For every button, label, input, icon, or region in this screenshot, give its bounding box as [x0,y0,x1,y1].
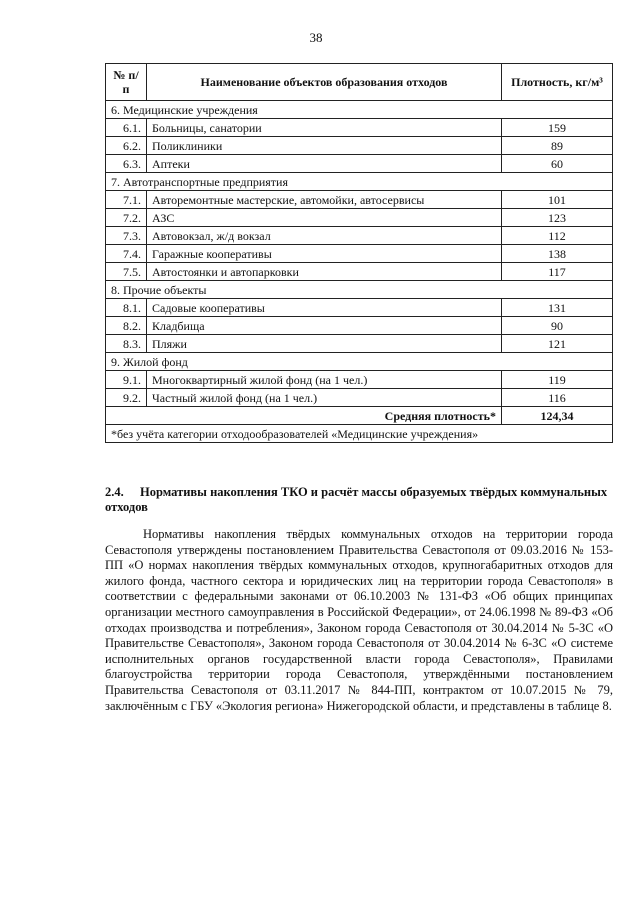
row-name: Гаражные кооперативы [147,245,502,263]
average-value: 124,34 [502,407,613,425]
row-value: 112 [502,227,613,245]
density-table [105,63,613,443]
table-row [106,119,613,137]
row-name: Частный жилой фонд (на 1 чел.) [147,389,502,407]
table-row [106,389,613,407]
section-title: 7. Автотранспортные предприятия [106,173,613,191]
row-value: 90 [502,317,613,335]
section-row [106,281,613,299]
section-row [106,173,613,191]
row-name: Автостоянки и автопарковки [147,263,502,281]
table-row [106,245,613,263]
row-num: 7.4. [106,245,147,263]
row-name: Авторемонтные мастерские, автомойки, автосервисы [147,191,502,209]
table-row [106,137,613,155]
table-row [106,227,613,245]
section-title: 8. Прочие объекты [106,281,613,299]
row-value: 121 [502,335,613,353]
row-name: Поликлиники [147,137,502,155]
row-name: Многоквартирный жилой фонд (на 1 чел.) [147,371,502,389]
section-row [106,353,613,371]
row-num: 9.1. [106,371,147,389]
row-num: 7.5. [106,263,147,281]
table-row [106,335,613,353]
average-row [106,407,613,425]
row-num: 7.2. [106,209,147,227]
section-number: 2.4. [105,485,124,499]
table-row [106,209,613,227]
row-value: 117 [502,263,613,281]
section-title-text: Нормативы накопления ТКО и расчёт массы образуемых твёрдых коммунальных отходов [105,485,608,514]
table-footnote: *без учёта категории отходообразователей «Медицинские учреждения» [106,425,613,443]
row-name: Больницы, санатории [147,119,502,137]
row-num: 6.2. [106,137,147,155]
row-name: АЗС [147,209,502,227]
row-num: 8.3. [106,335,147,353]
section-title: 6. Медицинские учреждения [106,101,613,119]
body-paragraph: Нормативы накопления твёрдых коммунальных отходов на территории города Севастополя утверждены постановлением Правительства Севастополя от 09.03.2016 № 153-ПП «О нормах накопления твёрдых коммунальных отходов, крупногабаритных отходов для жилого фонда, частного сектора и юридических лиц на территории города Севастополя» в соответствии с федеральными законами от 06.10.2003 № 131-ФЗ «Об общих принципах организации местного самоуправления в Российской Федерации», от 24.06.1998 № 89-ФЗ «Об отходах производства и потребления», Законом города Севастополя от 30.04.2014 № 5-ЗС «О Правительстве Севастополя», Законом города Севастополя от 30.04.2014 № 6-ЗС «О системе исполнительных органов государственной власти города Севастополя», Правилами благоустройства территории города Севастополя, утверждёнными постановлением Правительства Севастополя от 03.11.2017 № 844-ПП, контрактом от 10.07.2015 № 79, заключённым с ГБУ «Экология региона» Нижегородской области, и представлены в таблице 8. [105,527,613,713]
row-name: Автовокзал, ж/д вокзал [147,227,502,245]
row-name: Пляжи [147,335,502,353]
row-num: 8.2. [106,317,147,335]
table-row [106,317,613,335]
row-num: 7.3. [106,227,147,245]
header-density: Плотность, кг/м³ [502,64,613,101]
table-row [106,155,613,173]
row-value: 159 [502,119,613,137]
row-num: 6.1. [106,119,147,137]
header-num: № п/п [106,64,147,101]
row-value: 101 [502,191,613,209]
row-value: 131 [502,299,613,317]
row-value: 60 [502,155,613,173]
row-name: Садовые кооперативы [147,299,502,317]
row-value: 119 [502,371,613,389]
average-label: Средняя плотность* [106,407,502,425]
header-name: Наименование объектов образования отходов [147,64,502,101]
row-name: Кладбища [147,317,502,335]
table-row [106,263,613,281]
section-row [106,101,613,119]
row-num: 9.2. [106,389,147,407]
page-number: 38 [309,30,323,45]
table-header-row [106,64,613,101]
row-num: 8.1. [106,299,147,317]
row-num: 7.1. [106,191,147,209]
footnote-row [106,425,613,443]
row-value: 123 [502,209,613,227]
section-heading [105,485,613,515]
table-row [106,371,613,389]
row-value: 89 [502,137,613,155]
table-row [106,299,613,317]
row-value: 116 [502,389,613,407]
row-name: Аптеки [147,155,502,173]
table-row [106,191,613,209]
section-title: 9. Жилой фонд [106,353,613,371]
row-value: 138 [502,245,613,263]
row-num: 6.3. [106,155,147,173]
